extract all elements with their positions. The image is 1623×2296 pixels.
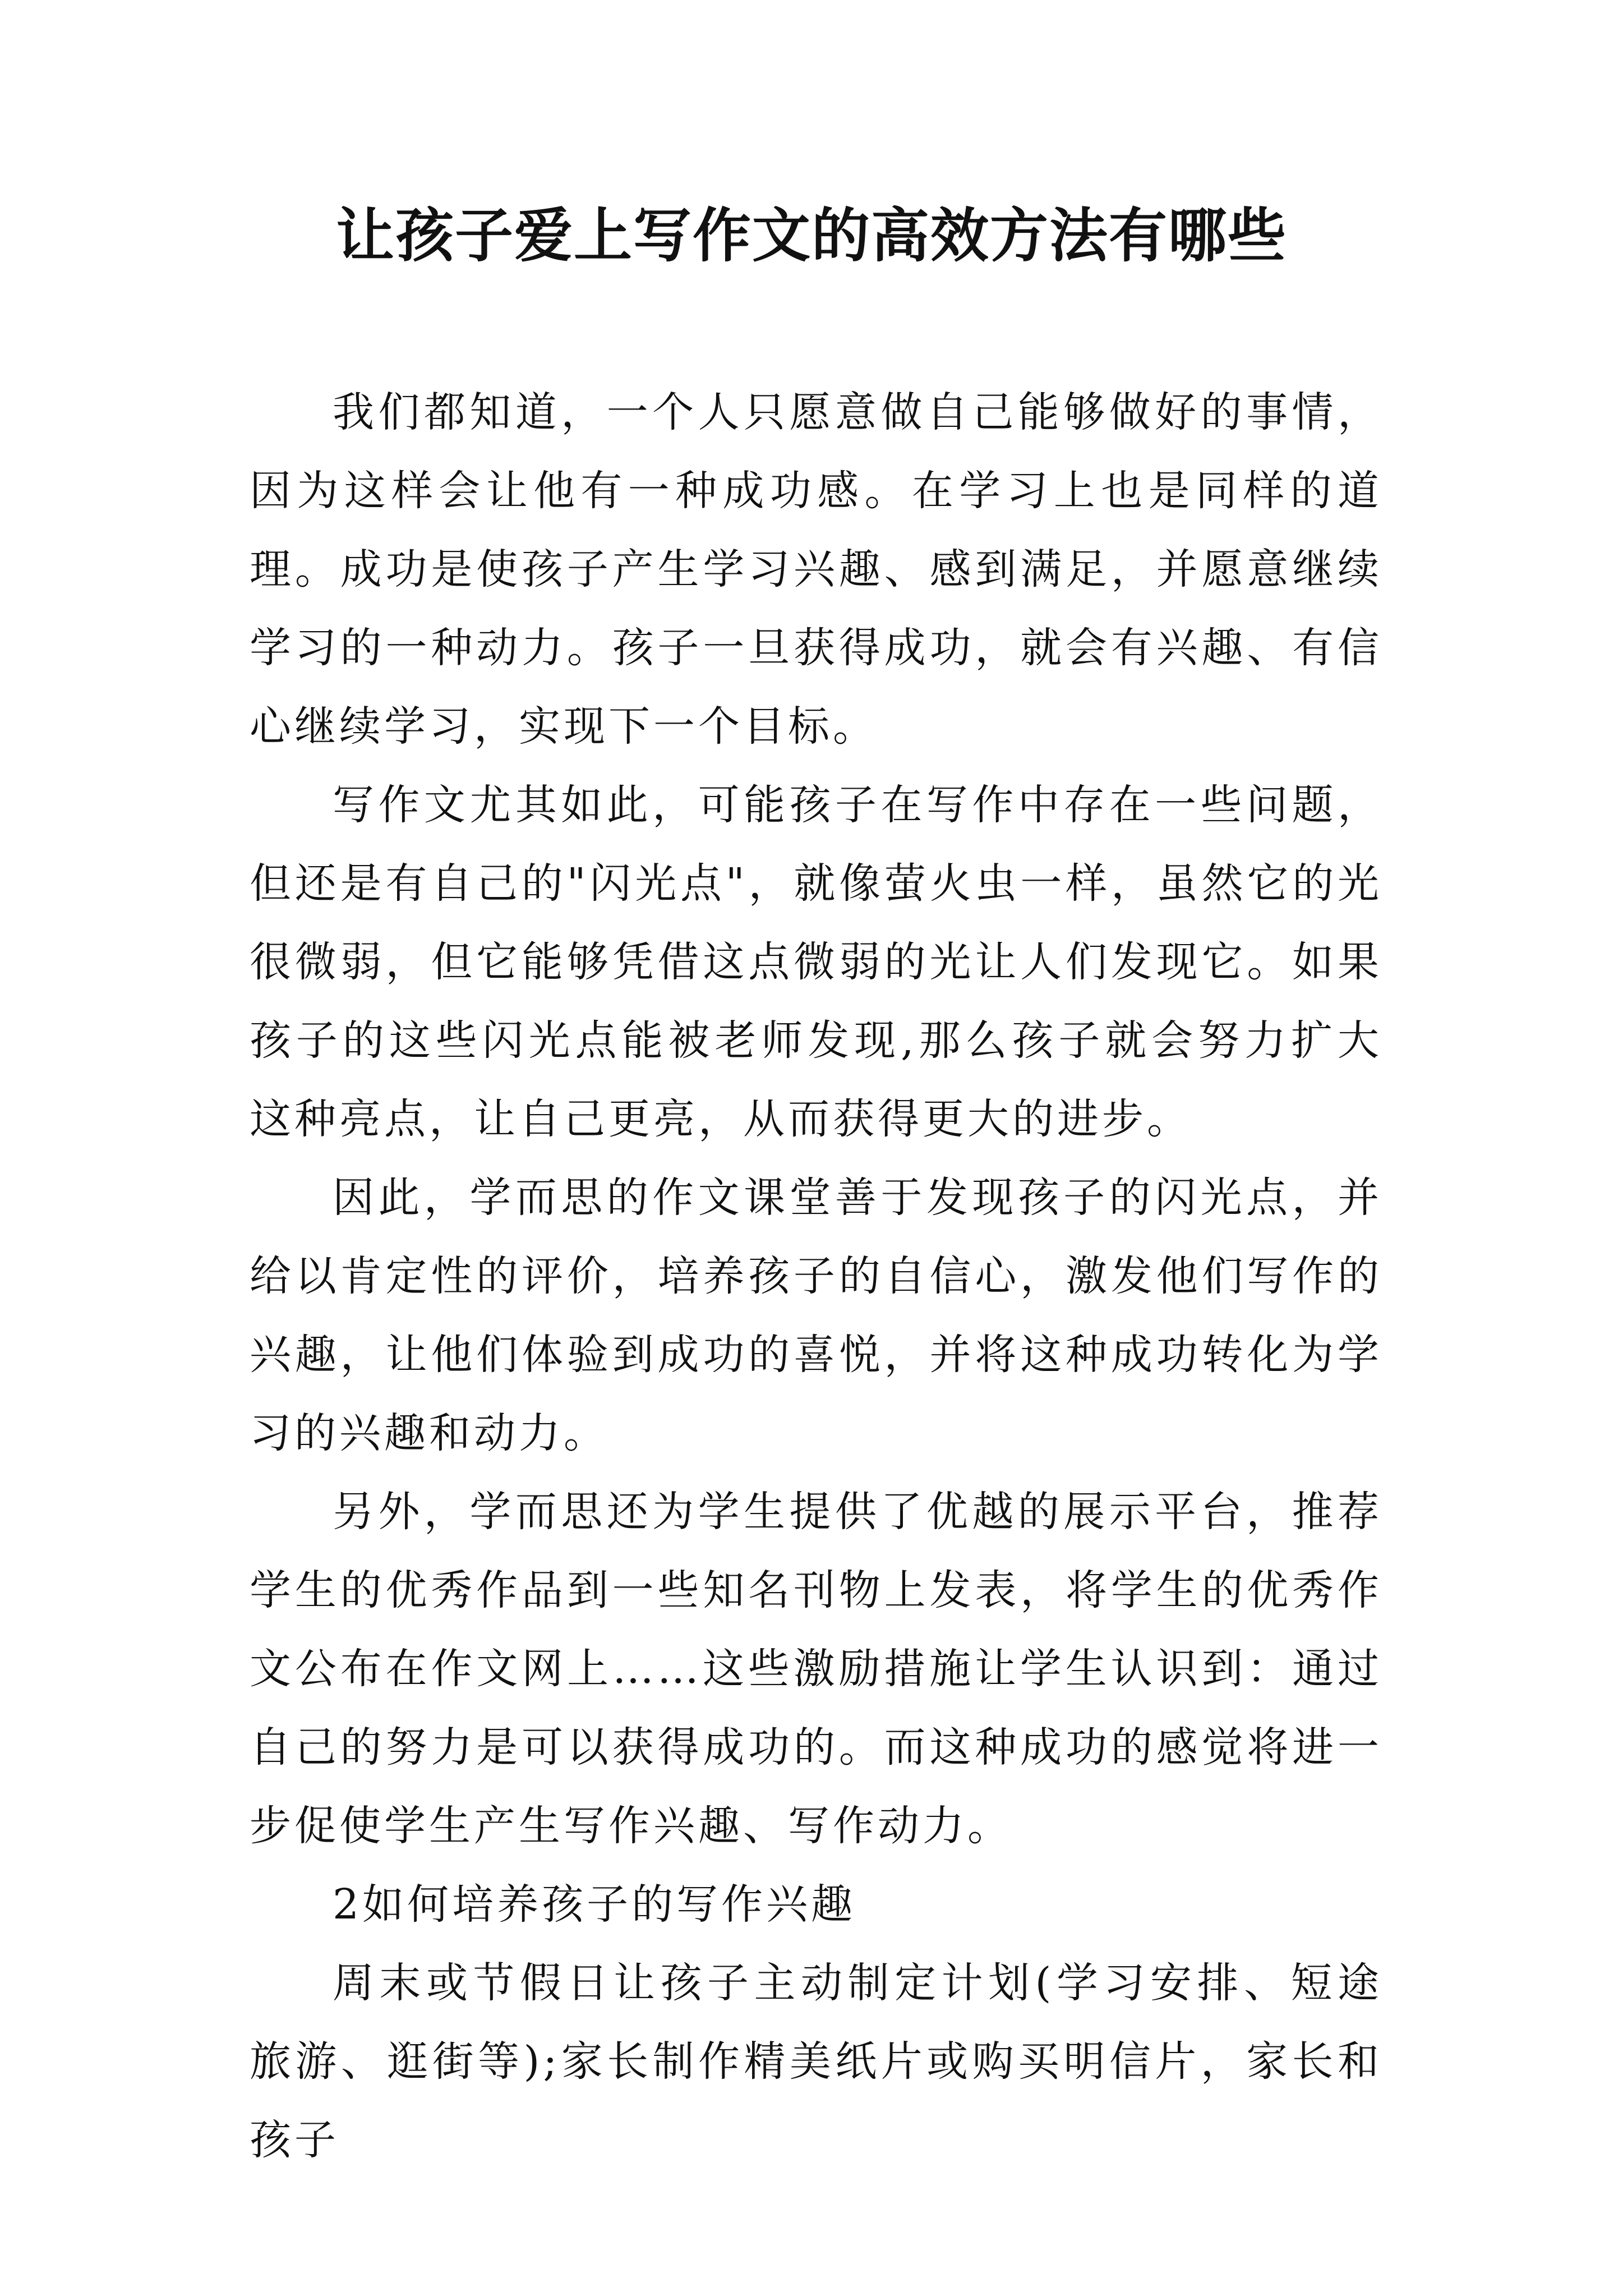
document-title: 让孩子爱上写作文的高效方法有哪些: [335, 201, 1287, 270]
section-heading: 2如何培养孩子的写作兴趣: [333, 1880, 856, 1929]
paragraph-5: 周末或节假日让孩子主动制定计划(学习安排、短途旅游、逛街等);家长制作精美纸片或购买明信片，家长和孩子: [250, 1959, 1382, 2164]
paragraph-1: 我们都知道，一个人只愿意做自己能够做好的事情，因为这样会让他有一种成功感。在学习上也是同样的道理。成功是使孩子产生学习兴趣、感到满足，并愿意继续学习的一种动力。孩子一旦获得成功，就会有兴趣、有信心继续学习，实现下一个目标。: [250, 388, 1382, 751]
document-body: [250, 373, 1382, 2179]
paragraph-4: 另外，学而思还为学生提供了优越的展示平台，推荐学生的优秀作品到一些知名刊物上发表，将学生的优秀作文公布在作文网上……这些激励措施让学生认识到：通过自己的努力是可以获得成功的。而这种成功的感觉将进一步促使学生产生写作兴趣、写作动力。: [250, 1488, 1382, 1850]
paragraph-2: 写作文尤其如此，可能孩子在写作中存在一些问题，但还是有自己的"闪光点"，就像萤火虫一样，虽然它的光很微弱，但它能够凭借这点微弱的光让人们发现它。如果孩子的这些闪光点能被老师发现,那么孩子就会努力扩大这种亮点，让自己更亮，从而获得更大的进步。: [250, 781, 1382, 1143]
paragraph-3: 因此，学而思的作文课堂善于发现孩子的闪光点，并给以肯定性的评价，培养孩子的自信心，激发他们写作的兴趣，让他们体验到成功的喜悦，并将这种成功转化为学习的兴趣和动力。: [250, 1174, 1382, 1457]
